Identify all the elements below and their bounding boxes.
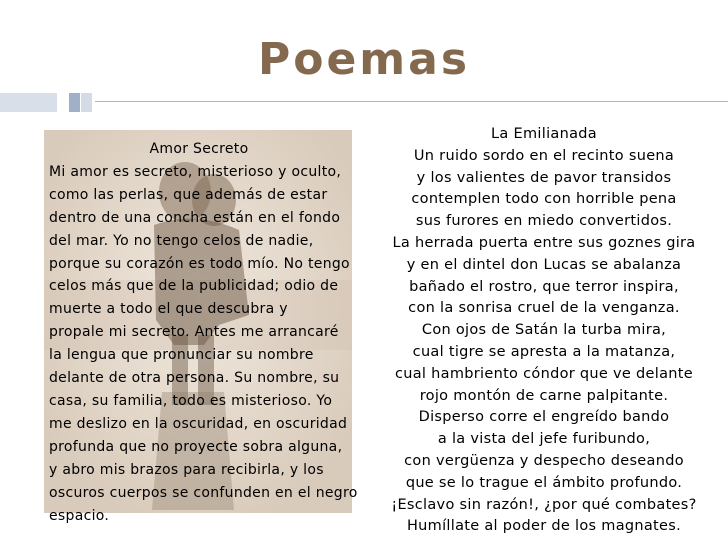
decor-square-gap <box>58 93 69 112</box>
poem-line: sus furores en miedo convertidos. <box>415 213 673 230</box>
poem-line: profunda que no proyecte sobra alguna, <box>49 438 343 455</box>
poem-la-emilianada <box>386 124 702 538</box>
poem-line: propale mi secreto. Antes me arrancaré <box>49 324 339 341</box>
decor-rule <box>95 101 728 102</box>
poem-line: del mar. Yo no tengo celos de nadie, <box>49 232 314 249</box>
poem-line: y abro mis brazos para recibirla, y los <box>49 461 324 478</box>
poem-line: porque su corazón es todo mío. No tengo <box>49 255 350 272</box>
poem-line: muerte a todo el que descubra y <box>49 301 288 318</box>
poem-line: La herrada puerta entre sus goznes gira <box>392 234 696 251</box>
poem-line: cual tigre se apresta a la matanza, <box>412 343 676 360</box>
poem-line: y en el dintel don Lucas se abalanza <box>406 256 682 273</box>
poem-line: la lengua que pronunciar su nombre <box>49 347 314 364</box>
poem-line: celos más que de la publicidad; odio de <box>49 278 339 295</box>
poem-amor-secreto <box>49 138 358 527</box>
poem-line: dentro de una concha están en el fondo <box>49 209 341 226</box>
decor-square-dark <box>69 93 80 112</box>
poem-line: con vergüenza y despecho deseando <box>404 452 684 469</box>
poem-line: Mi amor es secreto, misterioso y oculto, <box>49 163 342 180</box>
poem-line: oscuros cuerpos se confunden en el negro <box>49 484 358 501</box>
decor-square-light <box>0 93 57 112</box>
poem-line: bañado el rostro, que terror inspira, <box>409 278 679 295</box>
poem-line: a la vista del jefe furibundo, <box>437 431 651 448</box>
poem-line: ¡Esclavo sin razón!, ¿por qué combates? <box>391 496 697 513</box>
poem-line: y los valientes de pavor transidos <box>416 169 672 186</box>
poem-line: con la sonrisa cruel de la venganza. <box>408 300 680 317</box>
poem-line: Un ruido sordo en el recinto suena <box>413 147 675 164</box>
poem-line: rojo montón de carne palpitante. <box>419 387 669 404</box>
poem-line: como las perlas, que además de estar <box>49 186 328 203</box>
slide-title: Poemas <box>257 34 471 85</box>
poem-line: que se lo trague el ámbito profundo. <box>405 474 683 491</box>
poem-line: Disperso corre el engreído bando <box>418 409 670 426</box>
poem-title-la-emilianada: La Emilianada <box>491 126 597 142</box>
poem-line: contemplen todo con horrible pena <box>411 191 677 208</box>
poem-line: cual hambriento cóndor que ve delante <box>394 365 693 382</box>
poem-line: me deslizo en la oscuridad, en oscuridad <box>49 415 348 432</box>
poem-line: Humíllate al poder de los magnates. <box>406 518 682 535</box>
poem-line: Con ojos de Satán la turba mira, <box>421 322 667 339</box>
poem-title-amor-secreto: Amor Secreto <box>149 141 249 157</box>
poem-line: delante de otra persona. Su nombre, su <box>49 370 340 387</box>
decor-square-mid <box>81 93 92 112</box>
poem-line: casa, su familia, todo es misterioso. Yo <box>49 392 333 409</box>
poem-amor-secreto-panel <box>44 130 358 524</box>
poem-line: espacio. <box>49 507 110 524</box>
